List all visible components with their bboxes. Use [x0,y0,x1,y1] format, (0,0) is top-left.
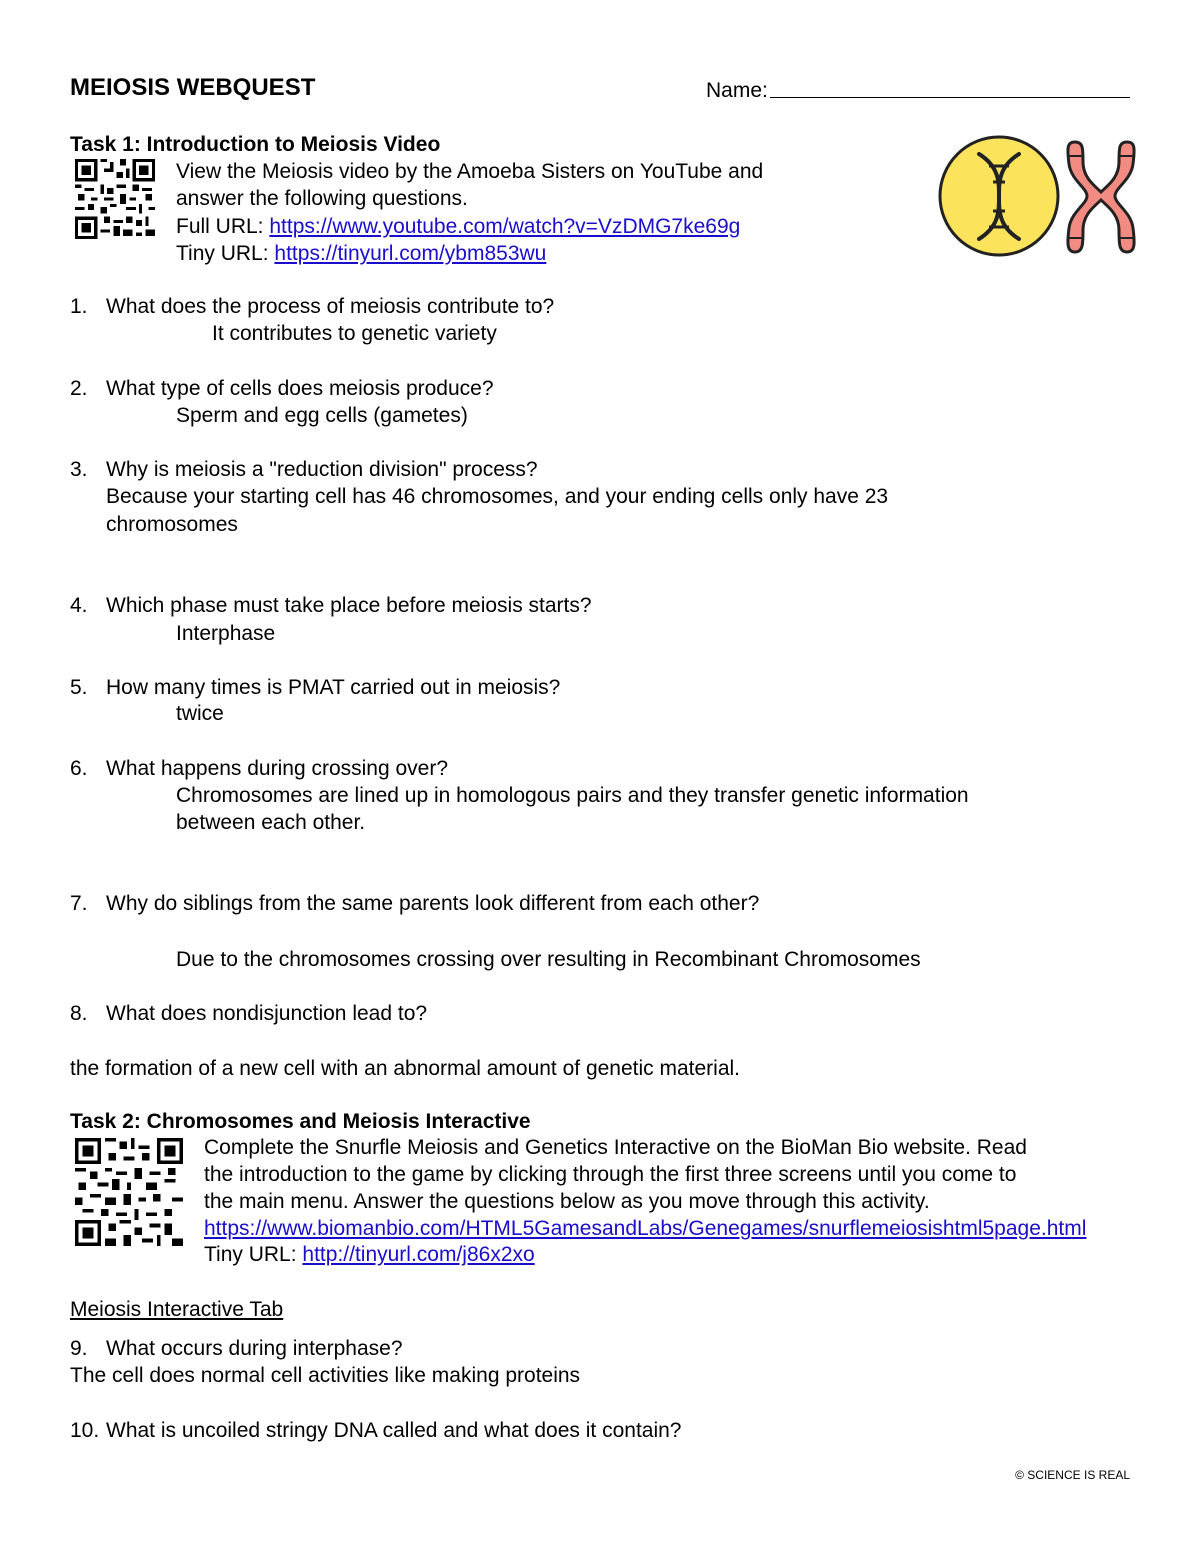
question-number: 4. [70,594,88,617]
page-title: MEIOSIS WEBQUEST [70,74,316,101]
question-5-text: How many times is PMAT carried out in meiosis? [106,676,561,699]
question-2 [70,375,88,402]
question-number: 2. [70,377,88,400]
tiny-url-line [176,240,546,267]
question-6 [70,755,88,782]
question-8 [70,1000,88,1027]
question-6-text: What happens during crossing over? [106,757,449,780]
full-url-line [176,213,740,240]
dna-chromosome-logo-icon [937,134,1137,269]
question-number: 6. [70,757,88,780]
answer-3-line1: Because your starting cell has 46 chromosomes, and your ending cells only have 23 [106,485,889,508]
question-number: 1. [70,295,88,318]
task2-intro-line2: the introduction to the game by clicking through the first three screens until you come to [204,1163,1017,1186]
task2-tiny-url-line [204,1241,535,1268]
question-3 [70,456,88,483]
qr-code-icon [75,1137,183,1254]
answer-5: twice [176,702,224,725]
question-8-text: What does nondisjunction lead to? [106,1002,428,1025]
answer-7: Due to the chromosomes crossing over resulting in Recombinant Chromosomes [176,948,921,971]
full-url-link[interactable]: https://www.youtube.com/watch?v=VzDMG7ke69g [269,215,741,238]
answer-6-line1: Chromosomes are lined up in homologous pairs and they transfer genetic information [176,784,969,807]
question-1-text: What does the process of meiosis contribute to? [106,295,555,318]
biomanbio-url-line [204,1215,1086,1242]
question-4-text: Which phase must take place before meiosis starts? [106,594,592,617]
question-number: 3. [70,458,88,481]
question-9-text: What occurs during interphase? [106,1337,403,1360]
question-3-text: Why is meiosis a "reduction division" process? [106,458,538,481]
full-url-label: Full URL: [176,215,270,238]
answer-9: The cell does normal cell activities like making proteins [70,1364,581,1387]
answer-2: Sperm and egg cells (gametes) [176,404,468,427]
qr-code-icon [75,158,155,247]
task2-heading: Task 2: Chromosomes and Meiosis Interactive [70,1110,531,1133]
question-number: 7. [70,892,88,915]
answer-8: the formation of a new cell with an abnormal amount of genetic material. [70,1057,741,1080]
answer-6-line2: between each other. [176,811,366,834]
task2-tiny-url-link[interactable]: http://tinyurl.com/j86x2xo [302,1243,535,1266]
name-label: Name: [706,79,768,102]
biomanbio-url-link[interactable]: https://www.biomanbio.com/HTML5GamesandLabs/Genegames/snurflemeiosishtml5page.html [204,1217,1087,1240]
name-line[interactable] [770,97,1130,98]
answer-1: It contributes to genetic variety [212,322,497,345]
question-5 [70,674,88,701]
tiny-url-label: Tiny URL: [176,242,275,265]
question-4 [70,592,88,619]
tiny-url-link[interactable]: https://tinyurl.com/ybm853wu [274,242,547,265]
question-number: 5. [70,676,88,699]
question-9-number: 9. [70,1337,88,1360]
answer-4: Interphase [176,622,276,645]
task1-intro-line2: answer the following questions. [176,187,468,210]
task1-intro-line1: View the Meiosis video by the Amoeba Sisters on YouTube and [176,160,764,183]
footer-copyright: © SCIENCE IS REAL [1015,1468,1130,1482]
question-7-text: Why do siblings from the same parents look different from each other? [106,892,760,915]
question-10-number: 10. [70,1419,100,1442]
task1-heading: Task 1: Introduction to Meiosis Video [70,133,441,156]
question-number: 8. [70,1002,88,1025]
question-2-text: What type of cells does meiosis produce? [106,377,494,400]
meiosis-interactive-tab-heading: Meiosis Interactive Tab [70,1298,284,1321]
question-1 [70,293,88,320]
question-10-text: What is uncoiled stringy DNA called and what does it contain? [106,1419,682,1442]
question-7 [70,890,88,917]
task2-intro-line3: the main menu. Answer the questions below as you move through this activity. [204,1190,930,1213]
answer-3-line2: chromosomes [106,513,238,536]
task2-tiny-url-label: Tiny URL: [204,1243,303,1266]
task2-intro-line1: Complete the Snurfle Meiosis and Genetics Interactive on the BioMan Bio website. Read [204,1136,1027,1159]
